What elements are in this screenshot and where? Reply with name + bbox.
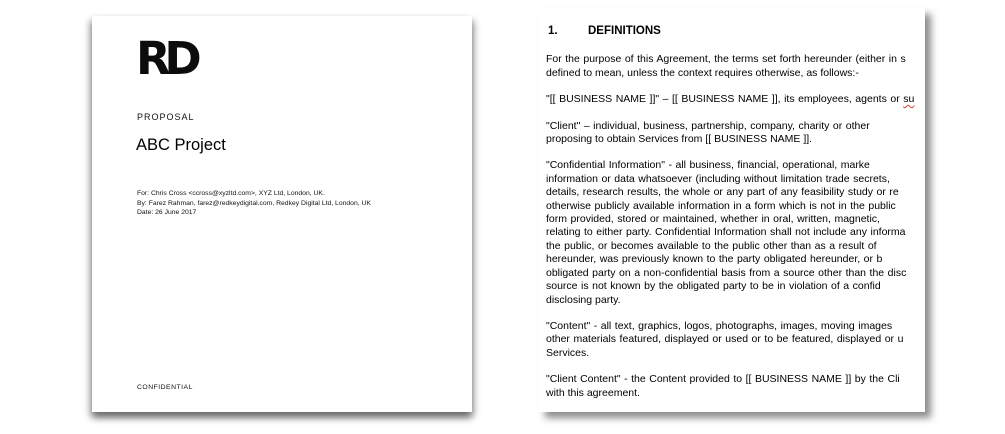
paragraph [546, 373, 925, 400]
company-logo: RD [136, 32, 196, 85]
text-line: For the purpose of this Agreement, the terms set forth hereunder (either in s [546, 53, 906, 66]
text-line: hereunder, was previously known to the party obligated hereunder, or b [546, 253, 883, 266]
text-line: "Client Content" - the Content provided to [[ BUSINESS NAME ]] by the Cli [546, 373, 900, 386]
text-line: "Confidential Information" - all business, financial, operational, marke [546, 159, 870, 172]
text-line: details, research results, the whole or any part of any feasibility study or re [546, 186, 899, 199]
cover-title: ABC Project [136, 136, 226, 154]
text-line: disclosing party. [546, 293, 621, 306]
paragraph [546, 159, 925, 306]
section-number: 1. [548, 25, 558, 37]
date-line: Date: 26 June 2017 [137, 209, 197, 217]
section-title: DEFINITIONS [588, 25, 661, 37]
text-line: the public, or becomes available to the public other than as a result of [546, 239, 877, 252]
paragraph [546, 53, 925, 80]
text-line: Services. [546, 346, 590, 359]
text-line: obligated party on a non-confidential basis from a source other than the disc [546, 266, 907, 279]
text-line: other materials featured, displayed or used or to be featured, displayed or u [546, 333, 904, 346]
line-lead: "[[ BUSINESS NAME ]]" – [[ BUSINESS NAME ]], its employees, agents or [546, 93, 904, 106]
spellcheck-underlined-word: su [903, 93, 915, 106]
paragraph [546, 120, 925, 147]
text-line: defined to mean, unless the context requires otherwise, as follows:- [546, 66, 859, 79]
text-line: source is not known by the obligated party to be in violation of a confid [546, 280, 881, 293]
text-line: relating to either party. Confidential Information shall not include any informa [546, 226, 906, 239]
text-line: otherwise publicly available information in a form which is not in the public [546, 199, 896, 212]
text-line: form provided, stored or maintained, whether in oral, written, magnetic, [546, 213, 880, 226]
text-line [546, 93, 925, 106]
text-line: with this agreement. [546, 386, 640, 399]
cover-meta [137, 189, 371, 218]
document-body [546, 25, 925, 400]
text-line: "Content" - all text, graphics, logos, photographs, images, moving images [546, 319, 893, 332]
section-heading [548, 25, 925, 38]
text-line: information or data whatsoever (including without limitation trade secrets, [546, 172, 890, 185]
confidential-footer: CONFIDENTIAL [137, 384, 193, 391]
recipient-line: For: Chris Cross <ccross@xyzltd.com>, XYZ Ltd, London, UK. [137, 190, 325, 197]
paragraph [546, 93, 925, 106]
text-line: proposing to obtain Services from [[ BUSINESS NAME ]]. [546, 133, 813, 146]
proposal-kicker: PROPOSAL [137, 112, 195, 122]
definitions-page [539, 8, 925, 412]
author-line: By: Farez Rahman, farez@redkeydigital.com, Redkey Digital Ltd, London, UK [137, 199, 371, 207]
text-line: "Client" – individual, business, partnership, company, charity or other [546, 119, 870, 132]
proposal-cover-page [92, 16, 472, 412]
paragraph [546, 320, 925, 360]
